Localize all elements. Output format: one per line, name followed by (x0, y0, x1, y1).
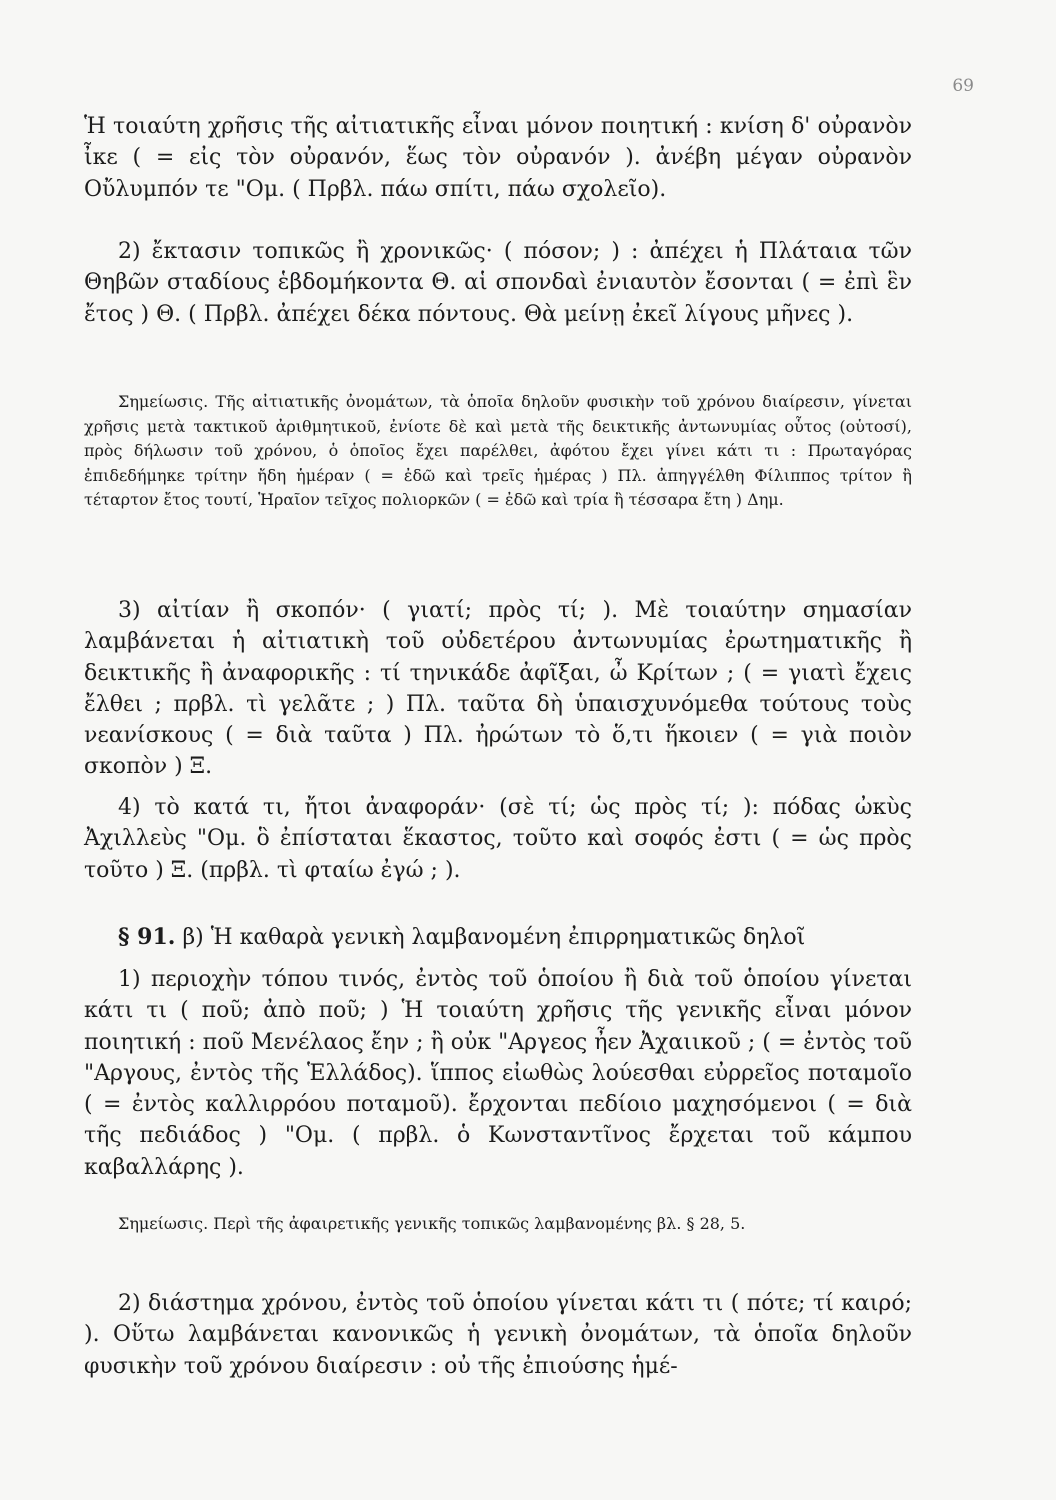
paragraph-time-genitive (84, 1288, 912, 1382)
note-text: Σημείωσις. Περὶ τῆς ἀφαιρετικῆς γενικῆς τοπικῶς λαμβανομένης βλ. § 28, 5. (118, 1214, 746, 1233)
section-91-heading (84, 922, 912, 953)
note-accusative-time (84, 390, 912, 513)
paragraph-text: 4) τὸ κατά τι, ἤτοι ἀναφοράν· (σὲ τί; ὡς πρὸς τί; ): πόδας ὠκὺς Ἀχιλλεὺς "Ομ. ὃ ἐπίσταται ἕκαστος, τοῦτο καὶ σοφός ἐστι ( = ὡς πρὸς τοῦτο ) Ξ. (πρβλ. τὶ φταίω ἐγώ ; ). (84, 795, 912, 883)
section-intro-text: β) Ἡ καθαρὰ γενικὴ λαμβανομένη ἐπιρρηματικῶς δηλοῖ (182, 925, 806, 950)
paragraph-text: 1) περιοχὴν τόπου τινός, ἐντὸς τοῦ ὁποίου ἢ διὰ τοῦ ὁποίου γίνεται κάτι τι ( ποῦ; ἀπὸ ποῦ; ) Ἡ τοιαύτη χρῆσις τῆς γενικῆς εἶναι μόνον ποιητική : ποῦ Μενέλαος ἔην ; ἢ οὐκ "Αργεος ἦεν Ἀχαιικοῦ ; ( = ἐντὸς τοῦ "Αργους, ἐντὸς τῆς Ἑλλάδος). ἵππος εἰωθὼς λούεσθαι εὐρρεῖος ποταμοῖο ( = ἐντὸς καλλιρρόου ποταμοῦ). ἔρχονται πεδίοιο μαχησόμενοι ( = διὰ τῆς πεδιάδος ) "Ομ. ( πρβλ. ὁ Κωνσταντῖνος ἔρχεται τοῦ κάμπου καβαλλάρης ). (84, 967, 912, 1180)
paragraph-text: 3) αἰτίαν ἢ σκοπόν· ( γιατί; πρὸς τί; ). Μὲ τοιαύτην σημασίαν λαμβάνεται ἡ αἰτιατικὴ τοῦ οὐδετέρου ἀντωνυμίας ἐρωτηματικῆς ἢ δεικτικῆς ἢ ἀναφορικῆς : τί τηνικάδε ἀφῖξαι, ὦ Κρίτων ; ( = γιατὶ ἔχεις ἔλθει ; πρβλ. τὶ γελᾶτε ; ) Πλ. ταῦτα δὴ ὑπαισχυνόμεθα τούτους τοὺς νεανίσκους ( = διὰ ταῦτα ) Πλ. ἠρώτων τὸ ὅ,τι ἥκοιεν ( = γιὰ ποιὸν σκοπὸν ) Ξ. (84, 598, 912, 780)
paragraph-cause (84, 595, 912, 783)
section-number: § 91. (118, 924, 176, 950)
note-text: Σημείωσις. Τῆς αἰτιατικῆς ὀνομάτων, τὰ ὁποῖα δηλοῦν φυσικὴν τοῦ χρόνου διαίρεσιν, γίνεται χρῆσις μετὰ τακτικοῦ ἀριθμητικοῦ, ἐνίοτε δὲ καὶ μετὰ τῆς δεικτικῆς ἀντωνυμίας οὗτος (οὑτοσί), πρὸς δήλωσιν τοῦ χρόνου, ὁ ὁποῖος ἔχει παρέλθει, ἀφότου ἔχει γίνει κάτι τι : Πρωταγόρας ἐπιδεδήμηκε τρίτην ἤδη ἡμέραν ( = ἐδῶ καὶ τρεῖς ἡμέρας ) Πλ. ἀπηγγέλθη Φίλιππος τρίτον ἢ τέταρτον ἔτος τουτί, Ἡραῖον τεῖχος πολιορκῶν ( = ἐδῶ καὶ τρία ἢ τέσσαρα ἔτη ) Δημ. (84, 392, 912, 509)
paragraph-text: Ἡ τοιαύτη χρῆσις τῆς αἰτιατικῆς εἶναι μόνον ποιητική : κνίση δ' οὐρανὸν ἶκε ( = εἰς τὸν οὐρανόν, ἕως τὸν οὐρανόν ). ἀνέβη μέγαν οὐρανὸν Οὔλυμπόν τε "Ομ. ( Πρβλ. πάω σπίτι, πάω σχολεῖο). (84, 114, 912, 202)
paragraph-extent (84, 236, 912, 330)
paragraph-text: 2) διάστημα χρόνου, ἐντὸς τοῦ ὁποίου γίνεται κάτι τι ( πότε; τί καιρό; ). Οὕτω λαμβάνεται κανονικῶς ἡ γενικὴ ὀνομάτων, τὰ ὁποῖα δηλοῦν φυσικὴν τοῦ χρόνου διαίρεσιν : οὐ τῆς ἐπιούσης ἡμέ- (84, 1291, 912, 1379)
paragraph-respect (84, 792, 912, 886)
note-ablative-genitive (84, 1212, 912, 1237)
paragraph-place-genitive (84, 964, 912, 1183)
page-number: 69 (952, 76, 974, 96)
paragraph-text: 2) ἔκτασιν τοπικῶς ἢ χρονικῶς· ( πόσον; ) : ἀπέχει ἡ Πλάταια τῶν Θηβῶν σταδίους ἑβδομήκοντα Θ. αἱ σπονδαὶ ἐνιαυτὸν ἔσονται ( = ἐπὶ ἓν ἔτος ) Θ. ( Πρβλ. ἀπέχει δέκα πόντους. Θὰ μείνῃ ἐκεῖ λίγους μῆνες ). (84, 239, 912, 327)
paragraph-accusative-poetic (84, 111, 912, 205)
